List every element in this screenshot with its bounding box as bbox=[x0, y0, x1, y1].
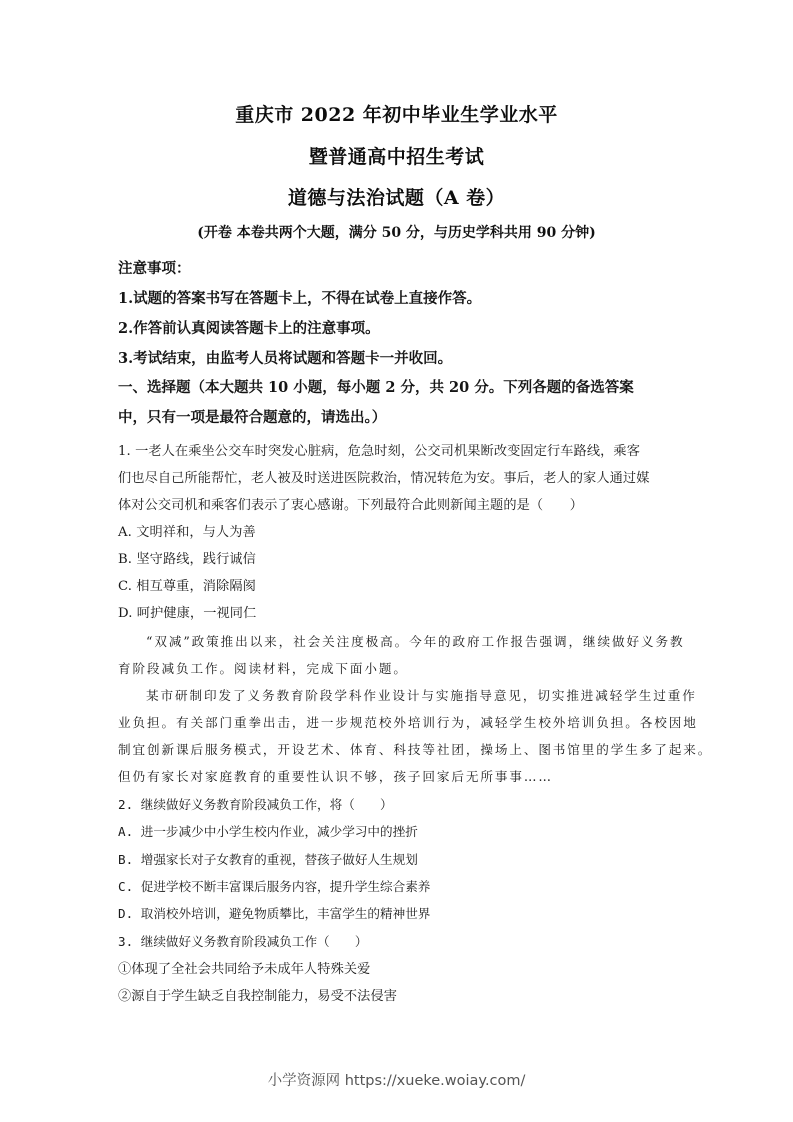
section-heading-line-2: 中，只有一项是最符合题意的，请选出。） bbox=[118, 409, 387, 426]
question-3-statement-1: ①体现了全社会共同给予未成年人特殊关爱 bbox=[118, 962, 371, 977]
exam-title-line-3: 道德与法治试题（A 卷） bbox=[287, 187, 506, 209]
question-2-option-c: C. 促进学校不断丰富课后服务内容，提升学生综合素养 bbox=[118, 879, 431, 894]
exam-note: (开卷 本卷共两个大题，满分 50 分，与历史学科共用 90 分钟) bbox=[197, 225, 596, 241]
exam-title-line-2: 暨普通高中招生考试 bbox=[308, 146, 485, 168]
material-body-line: 制宜创新课后服务模式，开设艺术、体育、科技等社团，操场上、图书馆里的学生多了起来。 bbox=[118, 742, 713, 757]
question-1-stem-line: 们也尽自己所能帮忙，老人被及时送进医院救治，情况转危为安。事后，老人的家人通过媒 bbox=[118, 471, 650, 486]
question-1-option-d: D. 呵护健康，一视同仁 bbox=[118, 606, 257, 621]
question-3-stem: 3. 继续做好义务教育阶段减负工作（ ） bbox=[118, 934, 368, 949]
question-3-statement-2: ②源自于学生缺乏自我控制能力，易受不法侵害 bbox=[118, 989, 398, 1004]
material-body-line: 业负担。有关部门重拳出击，进一步规范校外培训行为，减轻学生校外培训负担。各校因地 bbox=[118, 715, 698, 730]
question-2-option-b: B. 增强家长对子女教育的重视，替孩子做好人生规划 bbox=[118, 852, 418, 867]
question-2-stem: 2. 继续做好义务教育阶段减负工作，将（ ） bbox=[118, 797, 393, 812]
material-body-line: 某市研制印发了义务教育阶段学科作业设计与实施指导意见，切实推进减轻学生过重作 bbox=[146, 688, 697, 703]
question-1-option-c: C. 相互尊重，消除隔阂 bbox=[118, 579, 256, 594]
material-body-line: 但仍有家长对家庭教育的重要性认识不够，孩子回家后无所事事…… bbox=[118, 769, 553, 784]
question-1-stem-line: 体对公交司机和乘客们表示了衷心感谢。下列最符合此则新闻主题的是（ ） bbox=[118, 498, 584, 513]
question-1-stem-line: 1. 一老人在乘坐公交车时突发心脏病，危急时刻，公交司机果断改变固定行车路线，乘客 bbox=[118, 444, 640, 459]
footer-watermark: 小学资源网 https://xueke.woiay.com/ bbox=[267, 1073, 526, 1089]
question-2-option-a: A. 进一步减少中小学生校内作业，减少学习中的挫折 bbox=[118, 824, 418, 839]
exam-title-line-1: 重庆市 2022 年初中毕业生学业水平 bbox=[235, 104, 558, 126]
notice-item: 2.作答前认真阅读答题卡上的注意事项。 bbox=[118, 320, 380, 337]
question-2-option-d: D. 取消校外培训，避免物质攀比，丰富学生的精神世界 bbox=[118, 906, 431, 921]
material-intro-line: 育阶段减负工作。阅读材料，完成下面小题。 bbox=[118, 661, 408, 676]
notices-heading: 注意事项： bbox=[118, 260, 191, 277]
notice-item: 1.试题的答案书写在答题卡上，不得在试卷上直接作答。 bbox=[118, 290, 482, 307]
notice-item: 3.考试结束，由监考人员将试题和答题卡一并收回。 bbox=[118, 350, 453, 367]
question-1-option-b: B. 坚守路线，践行诚信 bbox=[118, 552, 256, 567]
section-heading-line-1: 一、选择题（本大题共 10 小题，每小题 2 分，共 20 分。下列各题的备选答案 bbox=[118, 379, 634, 396]
material-intro-line: “双减”政策推出以来，社会关注度极高。今年的政府工作报告强调，继续做好义务教 bbox=[146, 634, 685, 649]
question-1-option-a: A. 文明祥和，与人为善 bbox=[118, 525, 256, 540]
